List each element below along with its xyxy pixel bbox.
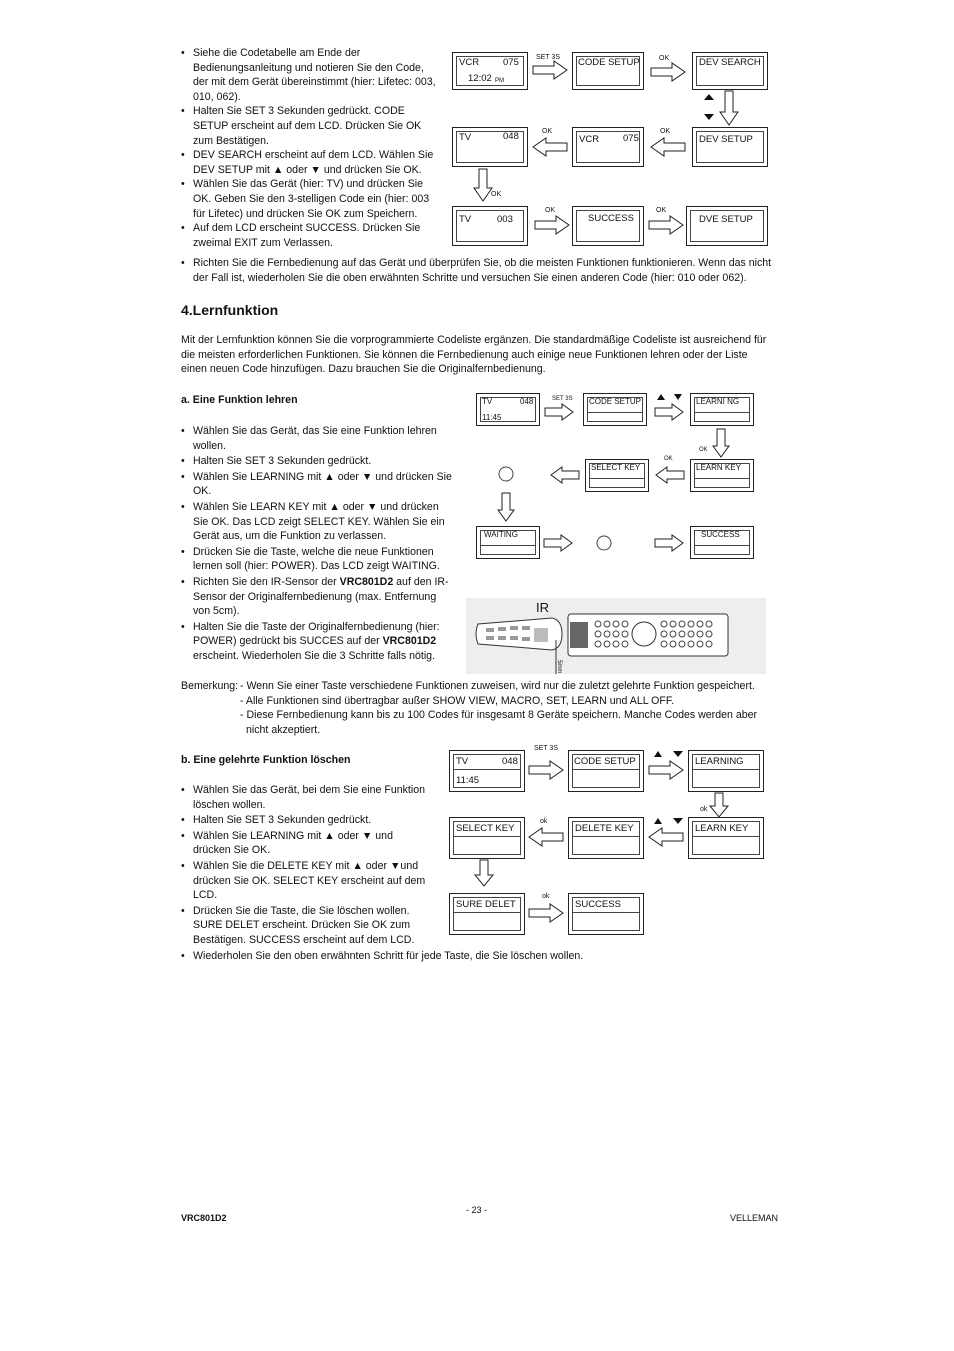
- arrow-down-icon: [712, 428, 730, 458]
- arrow-down-icon: [473, 168, 493, 202]
- lcd-code-setup: [583, 393, 647, 426]
- arrow-right-icon: [543, 534, 573, 552]
- lcd-text: LEARN KEY: [696, 463, 741, 472]
- lcd-text: CODE SETUP: [578, 57, 640, 68]
- lcd-select-key: [449, 817, 525, 859]
- lcd-learn-key: [688, 817, 764, 859]
- section-title: 4.Lernfunktion: [181, 302, 279, 318]
- lcd-text: 12:02: [468, 73, 492, 84]
- lcd-text: TV: [459, 132, 472, 143]
- lcd-tv: [452, 127, 528, 167]
- arrow-right-icon: [534, 215, 570, 235]
- ok-label: OK: [659, 55, 670, 62]
- lcd-text: TV: [456, 756, 469, 767]
- lcd-text: DEV SETUP: [699, 134, 753, 145]
- lcd-success: [690, 526, 754, 559]
- lcd-vcr-2: [572, 127, 644, 167]
- lcd-text: DEV SEARCH: [699, 57, 761, 68]
- setup-check-list: [181, 256, 773, 285]
- list-item: • Wählen Sie die DELETE KEY mit ▲ oder ▼und drücken Sie OK. SELECT KEY erscheint auf dem LCD.: [181, 859, 431, 903]
- lcd-text: DELETE KEY: [575, 823, 634, 834]
- lcd-dev-search: [692, 52, 768, 90]
- list-item: • Wiederholen Sie den oben erwähnten Schritt für jede Taste, die Sie löschen wollen.: [181, 949, 773, 964]
- original-remote-icon: [472, 614, 564, 654]
- arrow-right-icon: [648, 215, 684, 235]
- up-down-arrow-icon: [703, 92, 715, 122]
- distance-label: 5mm: [556, 660, 562, 674]
- list-item: • DEV SEARCH erscheint auf dem LCD. Wählen Sie DEV SETUP mit ▲ oder ▼ und drücken Sie OK.: [181, 148, 437, 177]
- ok-label: OK: [491, 191, 502, 198]
- lcd-text: 075: [623, 133, 639, 144]
- lcd-text: SUCCESS: [588, 213, 634, 224]
- set3s-label: SET 3S: [536, 54, 560, 61]
- set3s-label: SET 3S: [534, 745, 558, 752]
- arrow-right-icon: [648, 760, 684, 780]
- lcd-text: WAITING: [484, 530, 518, 539]
- circle-button-icon: [498, 466, 514, 482]
- lcd-learning: [688, 750, 764, 792]
- lcd-text: SURE DELET: [456, 899, 516, 910]
- up-down-arrow-icon: [656, 393, 686, 401]
- lcd-success: [568, 893, 644, 935]
- list-item: • Auf dem LCD erscheint SUCCESS. Drücken Sie zweimal EXIT zum Verlassen.: [181, 221, 437, 250]
- remark-label: Bemerkung:: [181, 680, 239, 692]
- remark-line: - Diese Fernbedienung kann bis zu 100 Codes für insgesamt 8 Geräte speichern. Manche Codes werden aber: [240, 709, 758, 722]
- list-item: • Halten Sie SET 3 Sekunden gedrückt.: [181, 813, 431, 828]
- arrow-right-icon: [528, 903, 564, 923]
- list-item: • Drücken Sie die Taste, welche die neue Funktionen lernen soll (hier: POWER). Das LCD zeigt WAITING.: [181, 545, 456, 574]
- list-item: • Wählen Sie das Gerät, das Sie eine Funktion lehren wollen.: [181, 424, 456, 453]
- section-intro: Mit der Lernfunktion können Sie die vorprogrammierte Codeliste ergänzen. Die standardmäßige Codeliste ist ausreichend für die meisten erforderlichen Funktionen. Sie können die Fernbedienung auch einige neue Funktionen lehren oder der Liste einen neuen Code hinzufügen. Dazu brauchen Sie die Originalfernbedienung.: [181, 334, 767, 376]
- arrow-down-icon: [719, 90, 739, 126]
- arrow-left-icon: [648, 827, 684, 847]
- delete-steps-list: [181, 783, 431, 948]
- remark-block: [240, 679, 780, 737]
- page-number: - 23 -: [466, 1205, 488, 1215]
- lcd-text: LEARNING: [695, 756, 744, 767]
- lcd-text: VCR: [459, 57, 480, 68]
- ok-label: OK: [545, 207, 556, 214]
- lcd-tv: [449, 750, 525, 792]
- list-item: • Halten Sie die Taste der Originalfernbedienung (hier: POWER) gedrückt bis SUCCES auf der VRC801D2 erscheint. Wiederholen Sie die 3 Schritte falls nötig.: [181, 620, 456, 664]
- arrow-left-icon: [532, 137, 568, 157]
- list-item: • Drücken Sie die Taste, die Sie löschen wollen. SURE DELET erscheint. Drücken Sie OK zum Bestätigen. SUCCESS erscheint auf dem LCD.: [181, 904, 431, 948]
- subsection-title: a. Eine Funktion lehren: [181, 394, 298, 406]
- list-item: • Wählen Sie das Gerät (hier: TV) und drücken Sie OK. Geben Sie den 3-stelligen Code ein (hier: 003 für Lifetec) und drücken Sie OK zum Speichern.: [181, 177, 437, 221]
- remark-line: - Alle Funktionen sind übertragbar außer SHOW VIEW, MACRO, SET, LEARN und ALL OFF.: [240, 694, 675, 707]
- lcd-sure-delet: [449, 893, 525, 935]
- remark-line: nicht akzeptiert.: [246, 723, 321, 736]
- learn-steps-list: [181, 424, 456, 664]
- lcd-text: TV: [459, 214, 472, 225]
- remark-line: - Wenn Sie einer Taste verschiedene Funktionen zuweisen, wird nur die zuletzt gelehrte Funktion gespeichert.: [240, 680, 755, 692]
- lcd-text: 048: [502, 756, 518, 767]
- footer-model: VRC801D2: [181, 1213, 227, 1223]
- arrow-down-icon: [497, 492, 515, 522]
- lcd-text: SELECT KEY: [456, 823, 515, 834]
- lcd-text: DVE SETUP: [699, 214, 753, 225]
- up-down-arrow-icon: [653, 750, 685, 758]
- lcd-text: 048: [520, 397, 534, 406]
- circle-button-icon: [596, 535, 612, 551]
- lcd-text: 11:45: [482, 413, 502, 422]
- lcd-text: CODE SETUP: [574, 756, 636, 767]
- lcd-learn-key: [690, 459, 754, 492]
- ok-label: ok: [540, 818, 548, 825]
- footer-brand: VELLEMAN: [730, 1213, 779, 1223]
- ok-label: OK: [664, 456, 673, 462]
- list-item: • Wählen Sie das Gerät, bei dem Sie eine Funktion löschen wollen.: [181, 783, 431, 812]
- lcd-text: SUCCESS: [575, 899, 621, 910]
- ok-label: ok: [542, 893, 550, 900]
- lcd-text: 11:45: [456, 775, 480, 786]
- list-item: • Richten Sie die Fernbedienung auf das Gerät und überprüfen Sie, ob die meisten Funktionen funktionieren. Wenn das nicht der Fall ist, wiederholen Sie die oben erwähnten Schritte und versuchen Sie einen anderen Code (hier: 010 oder 062).: [181, 256, 773, 285]
- arrow-right-icon: [654, 534, 684, 552]
- lcd-text: 048: [503, 131, 519, 142]
- lcd-select-key: [585, 459, 649, 492]
- lcd-dev-setup: [692, 127, 768, 167]
- arrow-left-icon: [550, 466, 580, 484]
- lcd-text: TV: [482, 397, 493, 406]
- arrow-down-icon: [709, 792, 729, 818]
- lcd-tv: [476, 393, 540, 426]
- delete-repeat-list: [181, 949, 773, 964]
- set3s-label: SET 3S: [552, 396, 573, 402]
- list-item: • Richten Sie den IR-Sensor der VRC801D2 auf den IR-Sensor der Originalfernbedienung (max. Entfernung von 5cm).: [181, 575, 456, 619]
- lcd-code-setup: [568, 750, 644, 792]
- list-item: • Halten Sie SET 3 Sekunden gedrückt. CODE SETUP erscheint auf dem LCD. Drücken Sie OK zum Bestätigen.: [181, 104, 437, 148]
- arrow-left-icon: [650, 137, 686, 157]
- lcd-delete-key: [568, 817, 644, 859]
- ok-label: ok: [700, 806, 708, 813]
- setup-steps-list: [181, 46, 437, 250]
- lcd-text: CODE SETUP: [589, 397, 642, 406]
- lcd-text: SUCCESS: [701, 530, 740, 539]
- lcd-dve-setup: [686, 206, 768, 246]
- lcd-text: 003: [497, 214, 513, 225]
- lcd-text: LEARNI NG: [696, 397, 740, 406]
- list-item: • Siehe die Codetabelle am Ende der Bedienungsanleitung und notieren Sie den Code, der mit dem Gerät übereinstimmt (hier: Lifetec: 003, 010, 062).: [181, 46, 437, 104]
- lcd-text: PM: [495, 78, 504, 84]
- list-item: • Wählen Sie LEARNING mit ▲ oder ▼ und drücken Sie OK.: [181, 470, 456, 499]
- up-down-arrow-icon: [653, 817, 685, 825]
- ir-label: IR: [536, 600, 549, 615]
- lcd-tv-003: [452, 206, 528, 246]
- subsection-title: b. Eine gelehrte Funktion löschen: [181, 754, 351, 766]
- lcd-waiting: [476, 526, 540, 559]
- list-item: • Halten Sie SET 3 Sekunden gedrückt.: [181, 454, 456, 469]
- ok-label: OK: [656, 207, 667, 214]
- arrow-right-icon: [650, 62, 686, 82]
- arrow-right-icon: [532, 60, 568, 80]
- arrow-right-icon: [544, 403, 574, 421]
- vrc801d2-remote-icon: [560, 612, 730, 658]
- ok-label: OK: [699, 447, 708, 453]
- lcd-vcr: [452, 52, 528, 90]
- list-item: • Wählen Sie LEARNING mit ▲ oder ▼ und drücken Sie OK.: [181, 829, 431, 858]
- lcd-success: [572, 206, 644, 246]
- lcd-text: 075: [503, 57, 519, 68]
- ok-label: OK: [542, 128, 553, 135]
- arrow-right-icon: [654, 403, 684, 421]
- arrow-right-icon: [528, 760, 564, 780]
- lcd-text: LEARN KEY: [695, 823, 749, 834]
- arrow-down-icon: [474, 859, 494, 887]
- lcd-text: SELECT KEY: [591, 463, 641, 472]
- lcd-learning: [690, 393, 754, 426]
- ok-label: OK: [660, 128, 671, 135]
- lcd-code-setup: [572, 52, 644, 90]
- arrow-left-icon: [528, 827, 564, 847]
- list-item: • Wählen Sie LEARN KEY mit ▲ oder ▼ und drücken Sie OK. Das LCD zeigt SELECT KEY. Wählen Sie ein Gerät aus, um die Funktion zu verlassen.: [181, 500, 456, 544]
- arrow-left-icon: [655, 466, 685, 484]
- lcd-text: VCR: [579, 134, 600, 145]
